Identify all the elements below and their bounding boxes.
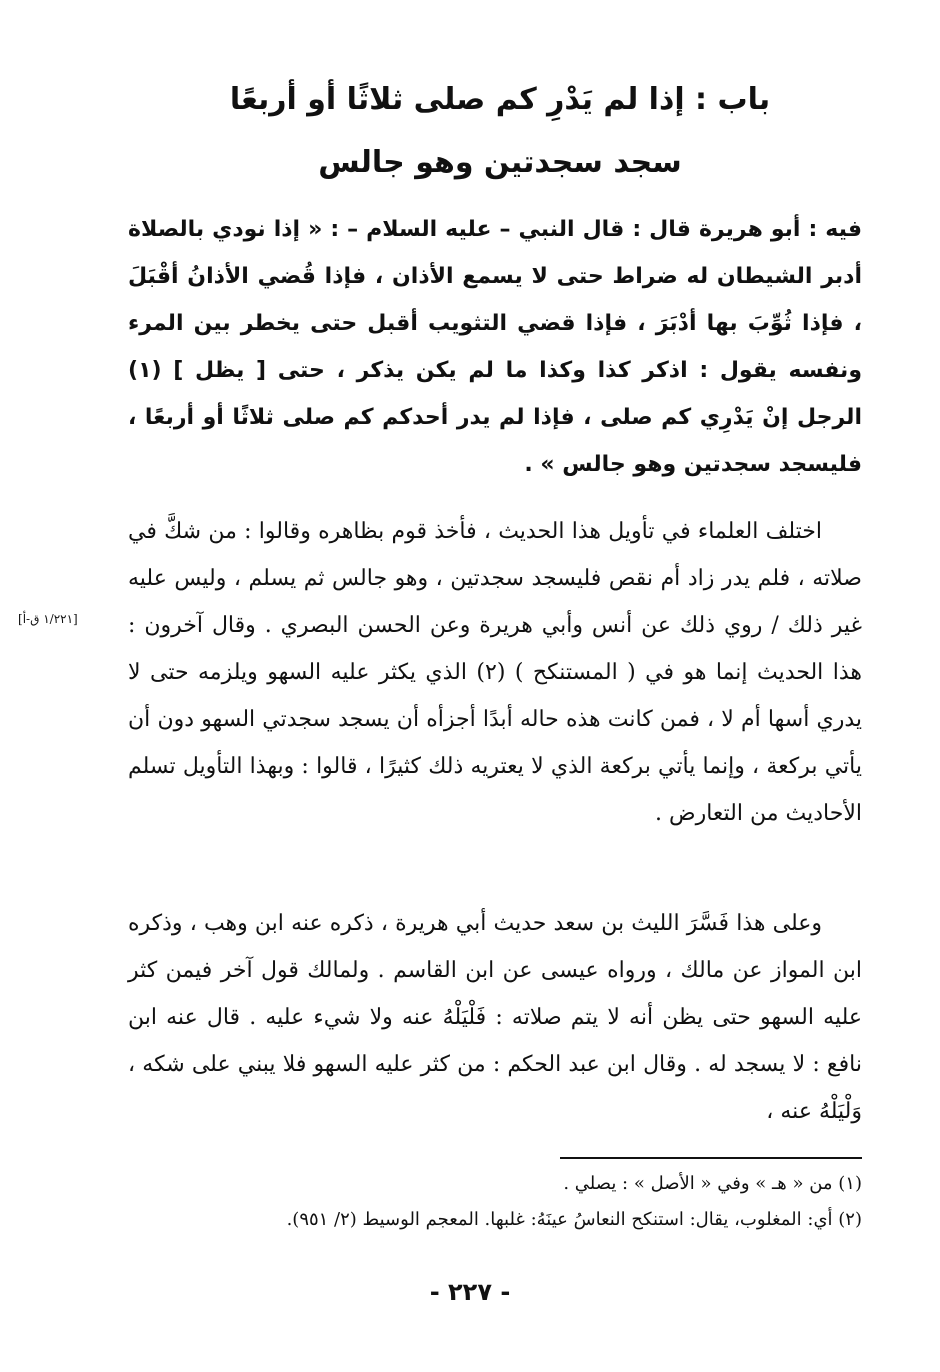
manuscript-folio-note: [١/٢٢١ ق-أ] xyxy=(18,612,78,626)
paragraph-1-text: اختلف العلماء في تأويل هذا الحديث ، فأخذ قوم بظاهره وقالوا : من شكَّ في صلاته ، فلم يدر زاد أم نقص فليسجد سجدتين ، وهو جالس ثم يسلم ، وليس عليه غير ذلك / روي ذلك عن أنس وأبي هريرة وعن الحسن البصري . وقال آخرون : هذا الحديث إنما هو في ( المستنكح ) (٢) الذي يكثر عليه السهو ويلزمه حتى لا يدري أسها أم لا ، فمن كانت هذه حاله أبدًا أجزأه أن يسجد سجدتي السهو دون أن يأتي بركعة ، وإنما يأتي بركعة الذي لا يعتريه ذلك كثيرًا ، قالوا : وبهذا التأويل تسلم الأحاديث من التعارض . xyxy=(128,519,862,826)
footnote-2: (٢) أي: المغلوب، يقال: استنكح النعاسُ عينَهُ: غلبها. المعجم الوسيط (٢/ ٩٥١). xyxy=(286,1209,862,1230)
page-number: - ٢٢٧ - xyxy=(429,1278,511,1306)
chapter-subtitle: سجد سجدتين وهو جالس xyxy=(318,145,682,180)
chapter-title: باب : إذا لم يَدْرِ كم صلى ثلاثًا أو أربعًا xyxy=(229,82,771,117)
body-paragraph-2 xyxy=(128,900,862,1135)
hadith-text: فيه : أبو هريرة قال : قال النبي – عليه السلام – : « إذا نودي بالصلاة أدبر الشيطان له ضراط حتى لا يسمع الأذان ، فإذا قُضي الأذانُ أقْبَلَ ، فإذا ثُوِّبَ بها أدْبَرَ ، فإذا قضي التثويب أقبل حتى يخطر بين المرء ونفسه يقول : اذكر كذا وكذا ما لم يكن يذكر ، حتى [ يظل ] (١) الرجل إنْ يَدْرِي كم صلى ، فإذا لم يدر أحدكم كم صلى ثلاثًا أو أربعًا ، فليسجد سجدتين وهو جالس » . xyxy=(128,217,862,477)
footnote-divider xyxy=(560,1157,862,1159)
paragraph-2-text: وعلى هذا فَسَّرَ الليث بن سعد حديث أبي هريرة ، ذكره عنه ابن وهب ، وذكره ابن المواز عن مالك ، ورواه عيسى عن ابن القاسم . ولمالك قول آخر فيمن كثر عليه السهو حتى يظن أنه لا يتم صلاته : فَلْيَلْهُ عنه ولا شيء عليه . قال عنه ابن نافع : لا يسجد له . وقال ابن عبد الحكم : من كثر عليه السهو فلا يبني على شكه ، وَلْيَلْهُ عنه ، xyxy=(128,911,862,1124)
footnote-1: (١) من « هـ » وفي « الأصل » : يصلي . xyxy=(563,1173,862,1194)
body-paragraph-1 xyxy=(128,508,862,837)
